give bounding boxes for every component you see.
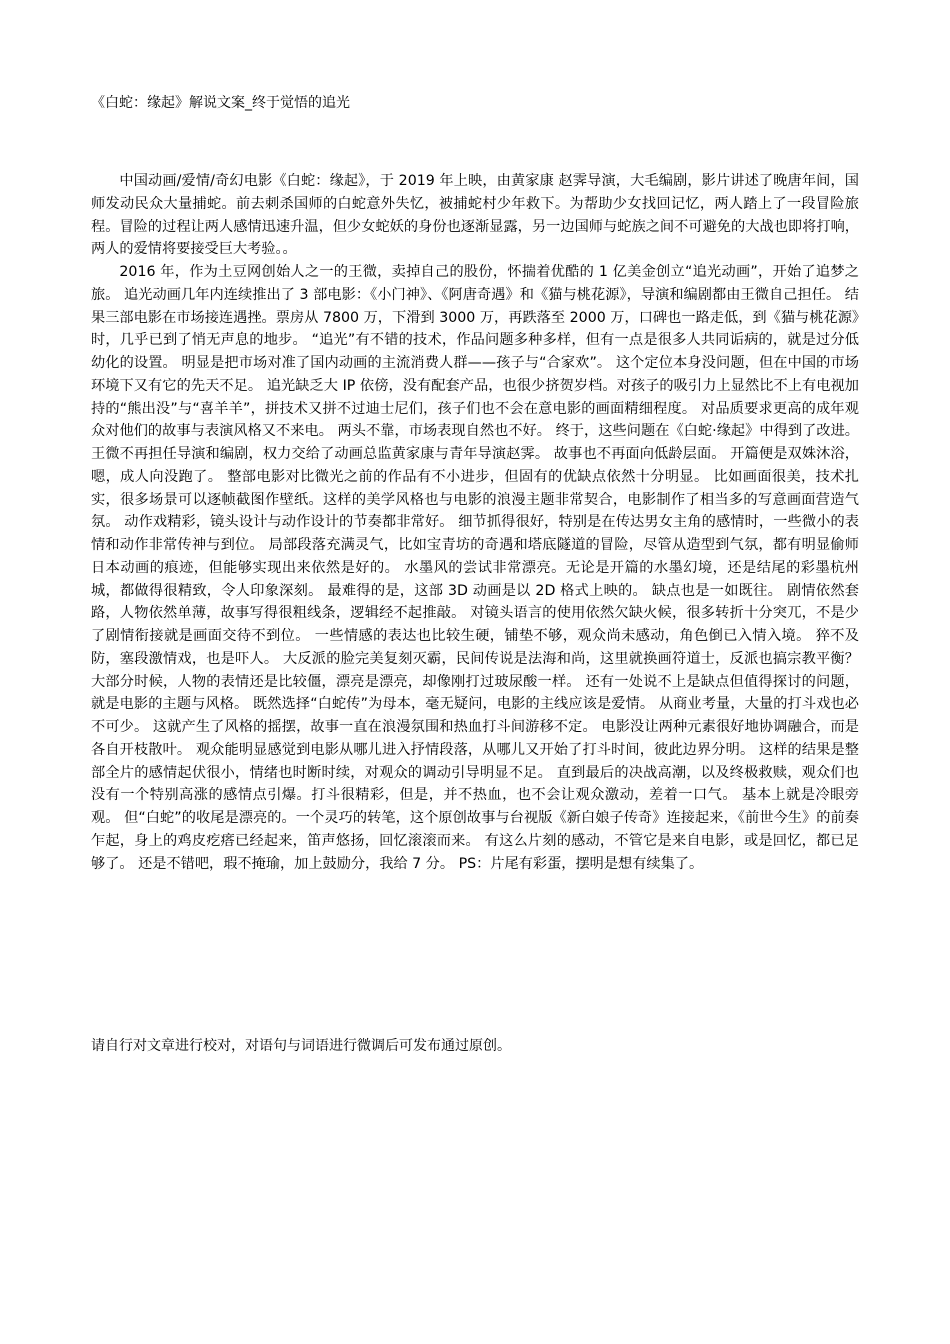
footer-note: 请自行对文章进行校对，对语句与词语进行微调后可发布通过原创。 [91, 1038, 511, 1054]
document-body [91, 170, 859, 875]
document-title: 《白蛇：缘起》解说文案_终于觉悟的追光 [91, 95, 350, 111]
paragraph-synopsis: 中国动画/爱情/奇幻电影《白蛇：缘起》，于 2019 年上映，由黄家康 赵霁导演，大毛编剧，影片讲述了晚唐年间，国师发动民众大量捕蛇。前去刺杀国师的白蛇意外失忆，被捕蛇村少年救下。为帮助少女找回记忆，两人踏上了一段冒险旅程。冒险的过程让两人感情迅速升温，但少女蛇妖的身份也逐渐显露，另一边国师与蛇族之间不可避免的大战也即将打响，两人的爱情将要接受巨大考验。。 [91, 173, 859, 258]
paragraph-review: 2016 年，作为土豆网创始人之一的王微，卖掉自己的股份，怀揣着优酷的 1 亿美金创立“追光动画”，开始了追梦之旅。 追光动画几年内连续推出了 3 部电影：《小门神》、《阿唐奇遇》和《猫与桃花源》，导演和编剧都由王微自己担任。 结果三部电影在市场接连遇挫。票房从 7800 万，下滑到 3000 万，再跌落至 2000 万，口碑也一路走低，到《猫与桃花源》时，几乎已到了悄无声息的地步。 “追光”有不错的技术，作品问题多种多样，但有一点是很多人共同诟病的，就是过分低幼化的设置。 明显是把市场对准了国内动画的主流消费人群——孩子与“合家欢”。 这个定位本身没问题，但在中国的市场环境下又有它的先天不足。 追光缺乏大 IP 依傍，没有配套产品，也很少挤贺岁档。对孩子的吸引力上显然比不上有电视加持的“熊出没”与“喜羊羊”，拼技术又拼不过迪士尼们，孩子们也不会在意电影的画面精细程度。 对品质要求更高的成年观众对他们的故事与表演风格又不来电。 两头不靠，市场表现自然也不好。 终于，这些问题在《白蛇·缘起》中得到了改进。 王微不再担任导演和编剧，权力交给了动画总监黄家康与青年导演赵霁。 故事也不再面向低龄层面。 开篇便是双姝沐浴，嗯，成人向没跑了。 整部电影对比微光之前的作品有不小进步，但固有的优缺点依然十分明显。 比如画面很美，技术扎实，很多场景可以逐帧截图作壁纸。这样的美学风格也与电影的浪漫主题非常契合，电影制作了相当多的写意画面营造气氛。 动作戏精彩，镜头设计与动作设计的节奏都非常好。 细节抓得很好，特别是在传达男女主角的感情时，一些微小的表情和动作非常传神与到位。 局部段落充满灵气，比如宝青坊的奇遇和塔底隧道的冒险，尽管从造型到气氛，都有明显偷师日本动画的痕迹，但能够实现出来依然是好的。 水墨风的尝试非常漂亮。无论是开篇的水墨幻境，还是结尾的彩墨杭州城，都做得很精致，令人印象深刻。 最难得的是，这部 3D 动画是以 2D 格式上映的。 缺点也是一如既往。 剧情依然套路，人物依然单薄，故事写得很粗线条，逻辑经不起推敲。 对镜头语言的使用依然欠缺火候，很多转折十分突兀，不是少了剧情衔接就是画面交待不到位。 一些情感的表达也比较生硬，铺垫不够，观众尚未感动，角色倒已入情入境。 猝不及防，塞段激情戏，也是吓人。 大反派的脸完美复刻灭霸，民间传说是法海和尚，这里就换画符道士，反派也搞宗教平衡？ 大部分时候，人物的表情还是比较僵，漂亮是漂亮，却像刚打过玻尿酸一样。 还有一处说不上是缺点但值得探讨的问题，就是电影的主题与风格。 既然选择“白蛇传”为母本，毫无疑问，电影的主线应该是爱情。 从商业考量，大量的打斗戏也必不可少。 这就产生了风格的摇摆，故事一直在浪漫氛围和热血打斗间游移不定。 电影没让两种元素很好地协调融合，而是各自开枝散叶。 观众能明显感觉到电影从哪儿进入抒情段落，从哪儿又开始了打斗时间，彼此边界分明。 这样的结果是整部全片的感情起伏很小，情绪也时断时续，对观众的调动引导明显不足。 直到最后的决战高潮，以及终极救赎，观众们也没有一个特别高涨的感情点引爆。打斗很精彩，但是，并不热血，也不会让观众激动，差着一口气。 基本上就是冷眼旁观。 但“白蛇”的收尾是漂亮的。一个灵巧的转笔，这个原创故事与台视版《新白娘子传奇》连接起来，《前世今生》的前奏乍起，身上的鸡皮疙瘩已经起来，笛声悠扬，回忆滚滚而来。 有这么片刻的感动，不管它是来自电影，或是回忆，都已足够了。 还是不错吧，瑕不掩瑜，加上鼓励分，我给 7 分。 PS：片尾有彩蛋，摆明是想有续集了。 [91, 264, 859, 872]
